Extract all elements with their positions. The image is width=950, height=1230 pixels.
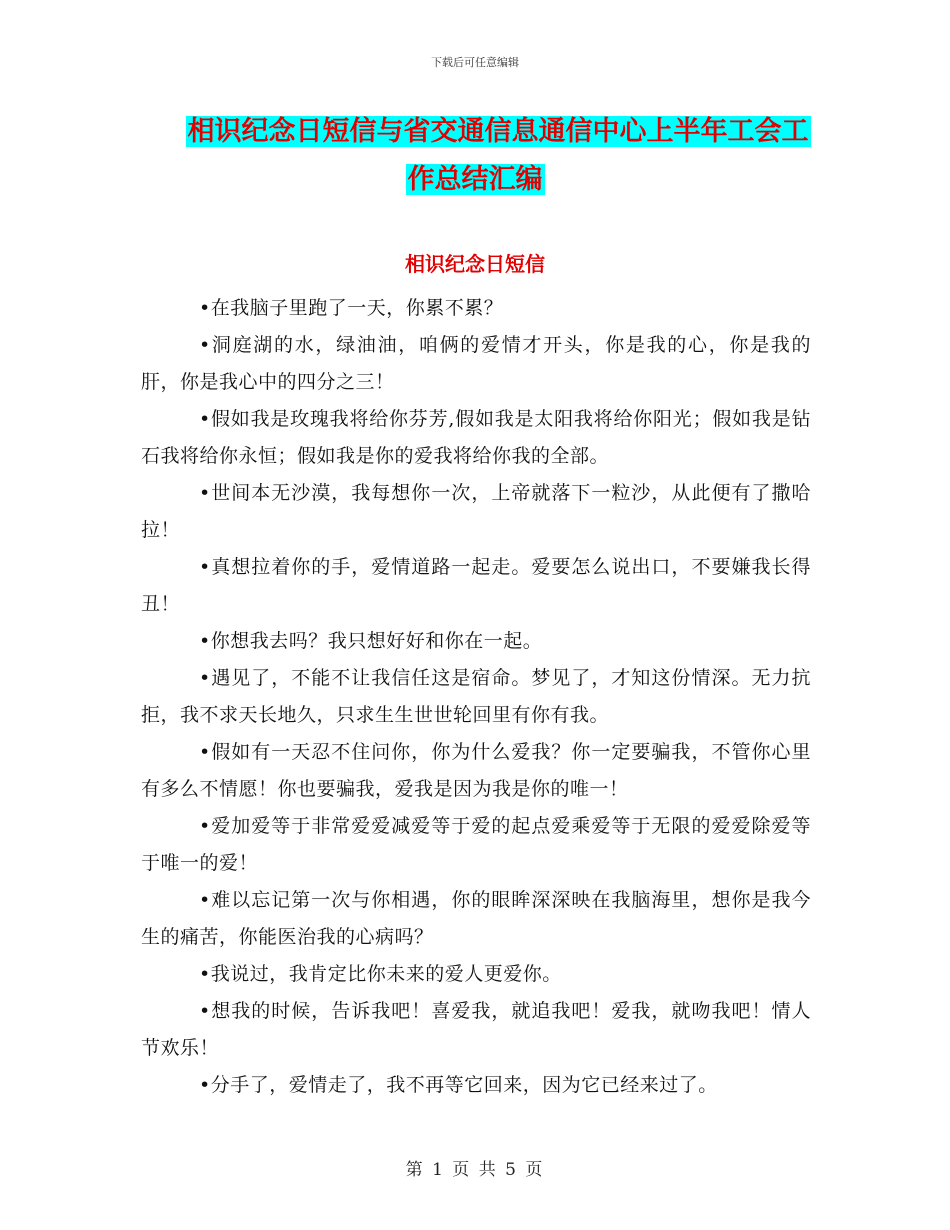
section-title: 相识纪念日短信 bbox=[405, 252, 545, 276]
body-content bbox=[141, 290, 811, 1104]
paragraph: •洞庭湖的水，绿油油，咱俩的爱情才开头，你是我的心，你是我的肝，你是我心中的四分之三！ bbox=[141, 334, 811, 393]
paragraph: •你想我去吗？我只想好好和你在一起。 bbox=[199, 630, 543, 652]
title-line-2: 作总结汇编 bbox=[407, 164, 543, 195]
title-line-1: 相识纪念日短信与省交通信息通信中心上半年工会工 bbox=[187, 116, 809, 147]
page-footer: 第 1 页 共 5 页 bbox=[405, 1160, 545, 1180]
paragraph: •难以忘记第一次与你相遇，你的眼眸深深映在我脑海里，想你是我今生的痛苦，你能医治我的心病吗？ bbox=[141, 889, 811, 948]
paragraph: •分手了，爱情走了，我不再等它回来，因为它已经来过了。 bbox=[199, 1074, 718, 1096]
paragraph: •假如有一天忍不住问你，你为什么爱我？你一定要骗我，不管你心里有多么不情愿！你也要骗我，爱我是因为我是你的唯一！ bbox=[141, 741, 811, 800]
paragraph: •爱加爱等于非常爱爱减爱等于爱的起点爱乘爱等于无限的爱爱除爱等于唯一的爱！ bbox=[141, 815, 811, 874]
document-title bbox=[0, 108, 950, 204]
paragraph: •想我的时候，告诉我吧！喜爱我，就追我吧！爱我，就吻我吧！情人节欢乐！ bbox=[141, 1000, 811, 1059]
paragraph: •在我脑子里跑了一天，你累不累？ bbox=[199, 297, 504, 319]
header-note: 下载后可任意编辑 bbox=[431, 56, 519, 69]
paragraph: •遇见了，不能不让我信任这是宿命。梦见了，才知这份情深。无力抗拒，我不求天长地久，只求生生世世轮回里有你有我。 bbox=[141, 667, 811, 726]
paragraph: •假如我是玫瑰我将给你芬芳,假如我是太阳我将给你阳光；假如我是钻石我将给你永恒；假如我是你的爱我将给你我的全部。 bbox=[141, 408, 811, 467]
paragraph: •真想拉着你的手，爱情道路一起走。爱要怎么说出口，不要嫌我长得丑！ bbox=[141, 556, 811, 615]
paragraph: •世间本无沙漠，我每想你一次，上帝就落下一粒沙，从此便有了撒哈拉！ bbox=[141, 482, 811, 541]
paragraph: •我说过，我肯定比你未来的爱人更爱你。 bbox=[199, 963, 562, 985]
